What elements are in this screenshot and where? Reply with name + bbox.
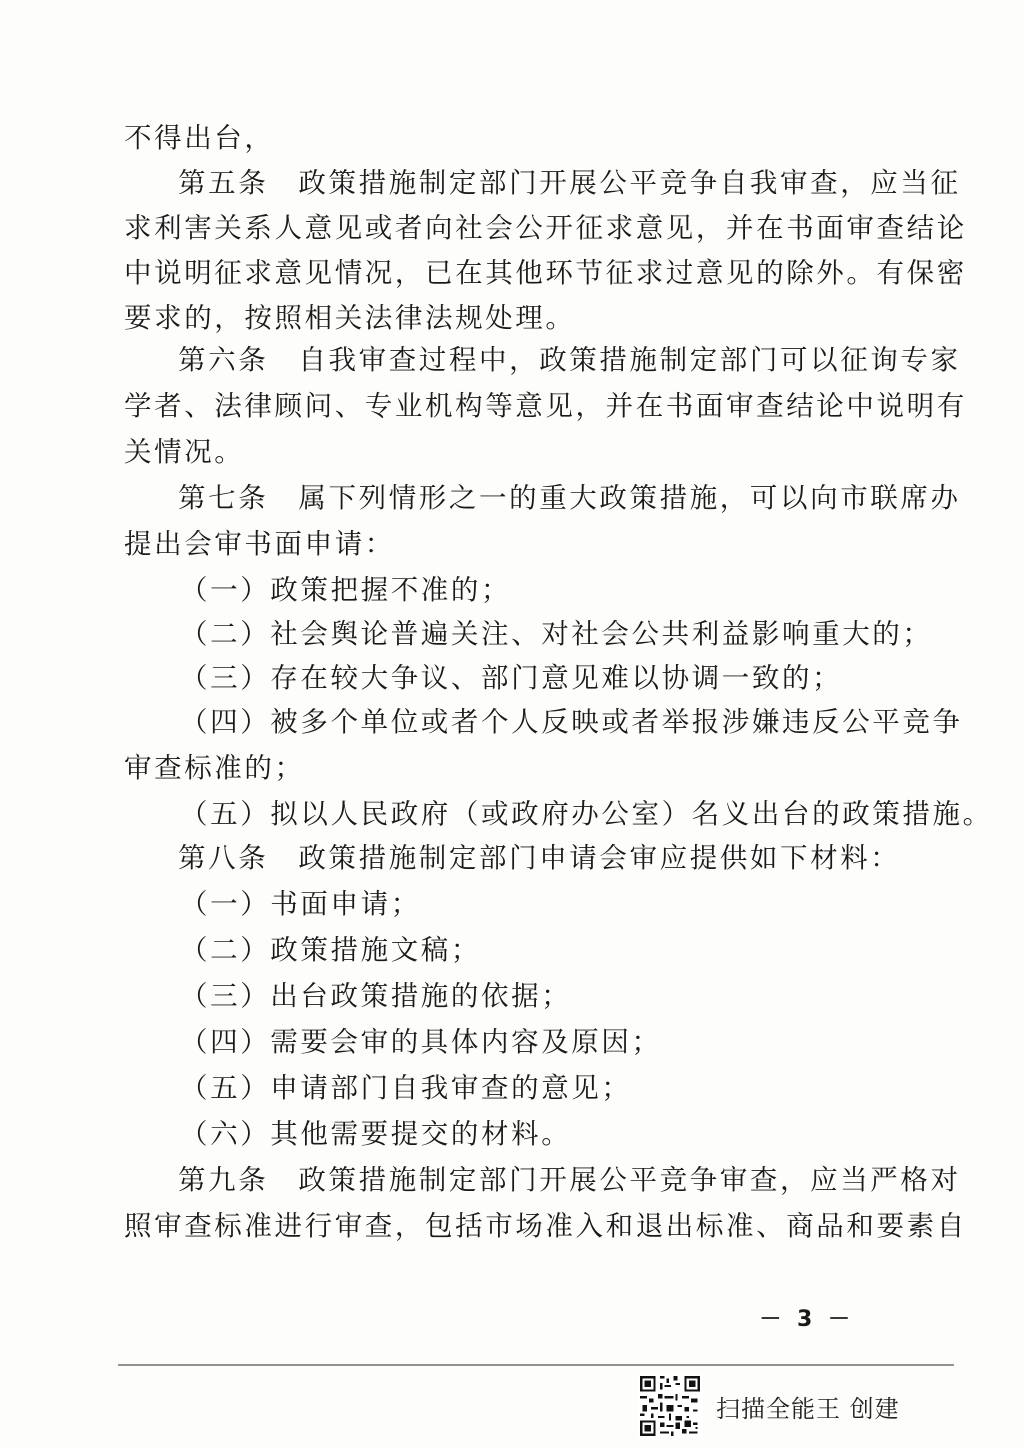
text-line: 不得出台， xyxy=(124,122,275,154)
qr-code-icon xyxy=(638,1374,702,1438)
list-item: （五）拟以人民政府（或政府办公室）名义出台的政策措施。 xyxy=(180,798,993,830)
list-item: （四）被多个单位或者个人反映或者举报涉嫌违反公平竞争 xyxy=(180,706,963,738)
text-line: 求利害关系人意见或者向社会公开征求意见，并在书面审查结论 xyxy=(124,212,967,244)
article-5-heading-line: 第五条 政策措施制定部门开展公平竞争自我审查，应当征 xyxy=(178,167,961,199)
list-item: （二）社会舆论普遍关注、对社会公共利益影响重大的； xyxy=(180,618,933,650)
text-line: 审查标准的； xyxy=(124,752,305,784)
list-item: （三）存在较大争议、部门意见难以协调一致的； xyxy=(180,662,843,694)
list-item: （五）申请部门自我审查的意见； xyxy=(180,1072,632,1104)
text-line: 学者、法律顾问、专业机构等意见，并在书面审查结论中说明有 xyxy=(124,390,967,422)
article-7-heading-line: 第七条 属下列情形之一的重大政策措施，可以向市联席办 xyxy=(178,482,961,514)
text-line: 提出会审书面申请： xyxy=(124,528,395,560)
page-number: － 3 － xyxy=(759,1307,854,1332)
article-8-heading-line: 第八条 政策措施制定部门申请会审应提供如下材料： xyxy=(178,842,901,874)
list-item: （一）政策把握不准的； xyxy=(180,574,512,606)
list-item: （三）出台政策措施的依据； xyxy=(180,980,572,1012)
scanner-watermark xyxy=(638,1374,900,1438)
list-item: （六）其他需要提交的材料。 xyxy=(180,1118,572,1150)
list-item: （四）需要会审的具体内容及原因； xyxy=(180,1026,662,1058)
scan-edge-divider xyxy=(118,1364,954,1366)
text-line: 要求的，按照相关法律法规处理。 xyxy=(124,302,576,334)
article-6-heading-line: 第六条 自我审查过程中，政策措施制定部门可以征询专家 xyxy=(178,344,961,376)
text-line: 中说明征求意见情况，已在其他环节征求过意见的除外。有保密 xyxy=(124,257,967,289)
text-line: 关情况。 xyxy=(124,436,245,468)
list-item: （一）书面申请； xyxy=(180,888,421,920)
list-item: （二）政策措施文稿； xyxy=(180,934,481,966)
text-line: 照审查标准进行审查，包括市场准入和退出标准、商品和要素自 xyxy=(124,1210,967,1242)
article-9-heading-line: 第九条 政策措施制定部门开展公平竞争审查，应当严格对 xyxy=(178,1164,961,1196)
watermark-text: 扫描全能王 创建 xyxy=(716,1394,900,1423)
